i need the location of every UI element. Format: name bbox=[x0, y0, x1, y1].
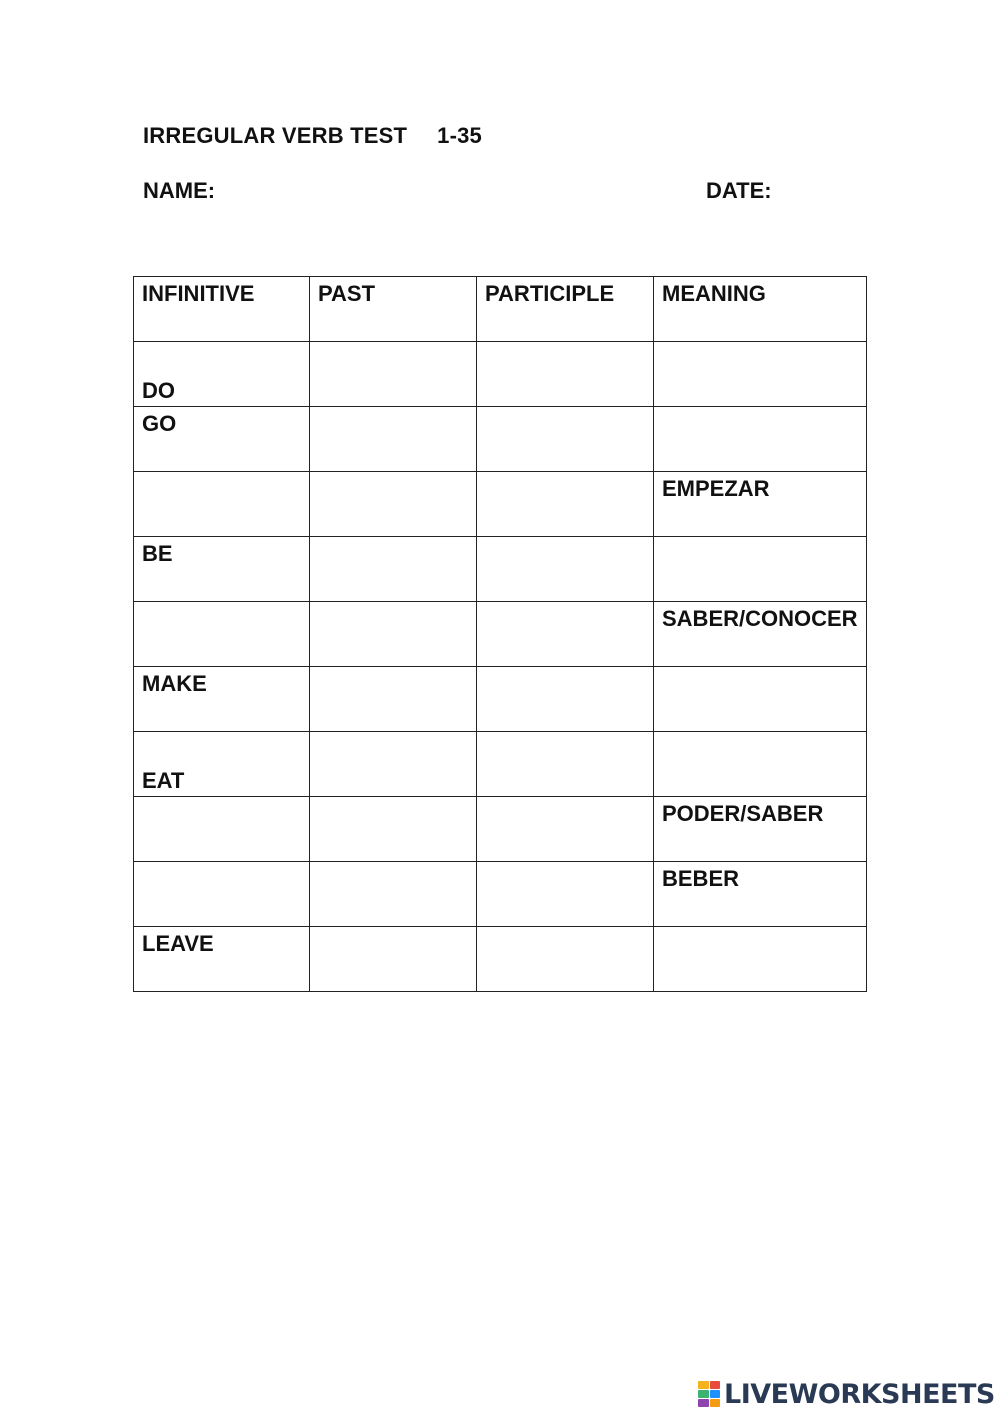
cell-past[interactable] bbox=[310, 667, 477, 732]
cell-past[interactable] bbox=[310, 407, 477, 472]
test-title-text: IRREGULAR VERB TEST bbox=[143, 123, 408, 148]
column-header-participle: PARTICIPLE bbox=[477, 277, 654, 342]
cell-past[interactable] bbox=[310, 862, 477, 927]
cell-meaning[interactable]: BEBER bbox=[654, 862, 867, 927]
cell-infinitive[interactable]: MAKE bbox=[134, 667, 310, 732]
cell-past[interactable] bbox=[310, 602, 477, 667]
test-range: 1-35 bbox=[437, 123, 482, 148]
cell-participle[interactable] bbox=[477, 472, 654, 537]
cell-meaning[interactable] bbox=[654, 342, 867, 407]
cell-participle[interactable] bbox=[477, 667, 654, 732]
table-row bbox=[134, 862, 867, 927]
verb-table bbox=[133, 276, 867, 992]
table-row bbox=[134, 927, 867, 992]
table-row bbox=[134, 472, 867, 537]
cell-meaning[interactable]: SABER/CONOCER bbox=[654, 602, 867, 667]
column-header-infinitive: INFINITIVE bbox=[134, 277, 310, 342]
cell-past[interactable] bbox=[310, 472, 477, 537]
name-label: NAME: bbox=[143, 178, 216, 203]
cell-participle[interactable] bbox=[477, 407, 654, 472]
table-row bbox=[134, 602, 867, 667]
cell-participle[interactable] bbox=[477, 602, 654, 667]
date-label: DATE: bbox=[706, 178, 772, 203]
cell-meaning[interactable]: EMPEZAR bbox=[654, 472, 867, 537]
table-row bbox=[134, 797, 867, 862]
cell-meaning[interactable] bbox=[654, 537, 867, 602]
cell-meaning[interactable] bbox=[654, 927, 867, 992]
cell-past[interactable] bbox=[310, 797, 477, 862]
cell-infinitive[interactable]: BE bbox=[134, 537, 310, 602]
cell-participle[interactable] bbox=[477, 537, 654, 602]
cell-infinitive[interactable]: GO bbox=[134, 407, 310, 472]
cell-participle[interactable] bbox=[477, 927, 654, 992]
cell-infinitive[interactable] bbox=[134, 602, 310, 667]
column-header-meaning: MEANING bbox=[654, 277, 867, 342]
cell-meaning[interactable] bbox=[654, 667, 867, 732]
cell-infinitive[interactable]: EAT bbox=[134, 732, 310, 797]
cell-past[interactable] bbox=[310, 537, 477, 602]
cell-infinitive[interactable] bbox=[134, 797, 310, 862]
liveworksheets-brand-text: LIVEWORKSHEETS bbox=[724, 1378, 995, 1410]
cell-meaning[interactable]: PODER/SABER bbox=[654, 797, 867, 862]
cell-meaning[interactable] bbox=[654, 732, 867, 797]
cell-infinitive[interactable] bbox=[134, 472, 310, 537]
liveworksheets-logo bbox=[698, 1377, 995, 1411]
cell-past[interactable] bbox=[310, 342, 477, 407]
cell-participle[interactable] bbox=[477, 797, 654, 862]
liveworksheets-logo-icon bbox=[698, 1381, 720, 1407]
cell-meaning[interactable] bbox=[654, 407, 867, 472]
cell-infinitive[interactable]: DO bbox=[134, 342, 310, 407]
table-header-row bbox=[134, 277, 867, 342]
table-row bbox=[134, 732, 867, 797]
table-row bbox=[134, 407, 867, 472]
table-row bbox=[134, 537, 867, 602]
table-row bbox=[134, 342, 867, 407]
cell-past[interactable] bbox=[310, 927, 477, 992]
cell-past[interactable] bbox=[310, 732, 477, 797]
cell-participle[interactable] bbox=[477, 342, 654, 407]
cell-participle[interactable] bbox=[477, 732, 654, 797]
column-header-past: PAST bbox=[310, 277, 477, 342]
test-title bbox=[143, 123, 482, 149]
cell-infinitive[interactable]: LEAVE bbox=[134, 927, 310, 992]
table-row bbox=[134, 667, 867, 732]
cell-participle[interactable] bbox=[477, 862, 654, 927]
cell-infinitive[interactable] bbox=[134, 862, 310, 927]
